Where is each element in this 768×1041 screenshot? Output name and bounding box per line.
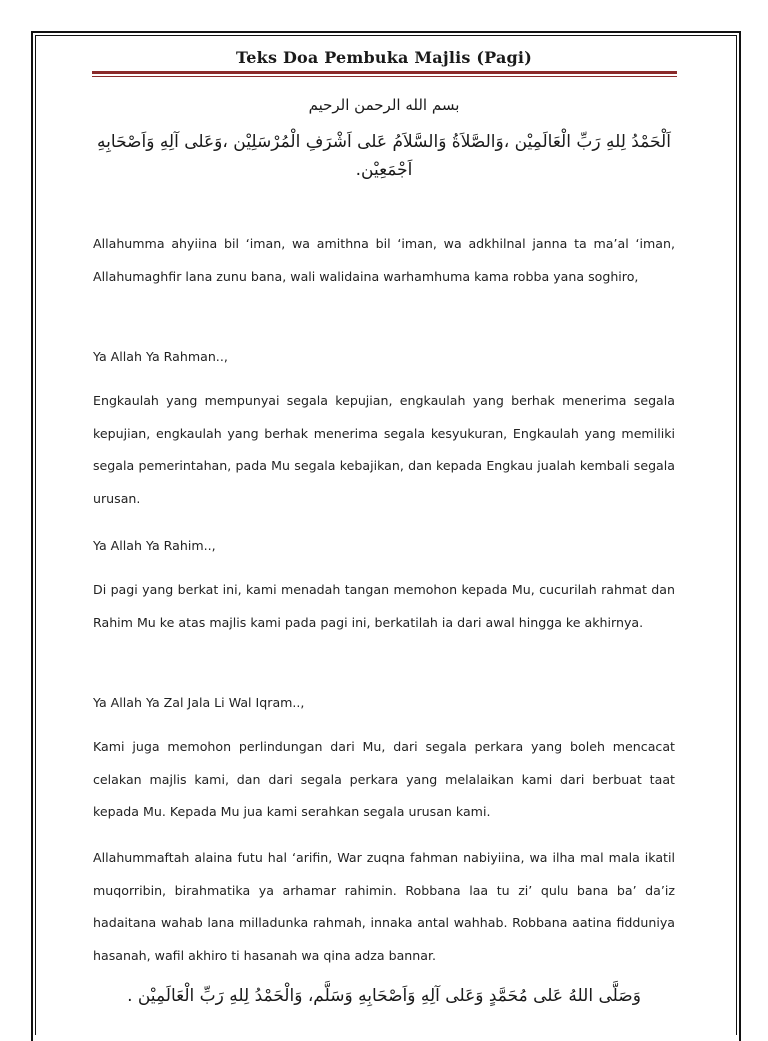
paragraph-2: Ya Allah Ya Rahman.., (93, 349, 228, 364)
paragraph-6: Ya Allah Ya Zal Jala Li Wal Iqram.., (93, 695, 305, 710)
paragraph-4: Ya Allah Ya Rahim.., (93, 538, 216, 553)
paragraph-8: Allahummaftah alaina futu hal ‘arifin, War zuqna fahman nabiyiina, wa ilha mal mala ikatil muqorribin, birahmatika ya arhamar rahimin. Robbana laa tu zi’ qulu bana ba’ da’iz hadaitana wahab lana milladunka rahmah, innaka antal wahhab. Robbana aatina fidduniya hasanah, wafil akhiro ti hasanah wa qina adza bannar. (93, 850, 675, 963)
title-rule-thin (92, 76, 677, 77)
bismillah-text: بسم الله الرحمن الرحيم (308, 96, 460, 114)
opening-arabic-text: اَلْحَمْدُ لِلهِ رَبِّ الْعَالَمِيْن ،وَالصَّلاَةُ وَالسَّلاَمُ عَلى اَشْرَفِ الْمُرْسَلِيْن ،وَعَلى آلِهِ وَاَصْحَابِهِ اَجْمَعِيْن. (97, 132, 671, 180)
paragraph-5: Di pagi yang berkat ini, kami menadah tangan memohon kepada Mu, cucurilah rahmat dan Rahim Mu ke atas majlis kami pada pagi ini, berkatilah ia dari awal hingga ke akhirnya. (93, 582, 675, 630)
closing-arabic-text: وَصَلَّى اللهُ عَلى مُحَمَّدٍ وَعَلى آلِهِ وَاَصْحَابِهِ وَسَلَّم، وَالْحَمْدُ لِلهِ رَبِّ الْعَالَمِيْن . (127, 986, 641, 1006)
paragraph-3: Engkaulah yang mempunyai segala kepujian, engkaulah yang berhak menerima segala kepujian, engkaulah yang berhak menerima segala kesyukuran, Engkaulah yang memiliki segala pemerintahan, pada Mu segala kebajikan, dan kepada Engkau jualah kembali segala urusan. (93, 393, 675, 506)
paragraph-7: Kami juga memohon perlindungan dari Mu, dari segala perkara yang boleh mencacat celakan majlis kami, dan dari segala perkara yang melalaikan kami dari berbuat taat kepada Mu. Kepada Mu jua kami serahkan segala urusan kami. (93, 739, 675, 819)
title-rule-thick (92, 71, 677, 74)
paragraph-1: Allahumma ahyiina bil ‘iman, wa amithna bil ‘iman, wa adkhilnal janna ta ma’al ‘iman, Allahumaghfir lana zunu bana, wali walidaina warhamhuma kama robba yana soghiro, (93, 236, 675, 284)
document-title: Teks Doa Pembuka Majlis (Pagi) (236, 48, 532, 67)
